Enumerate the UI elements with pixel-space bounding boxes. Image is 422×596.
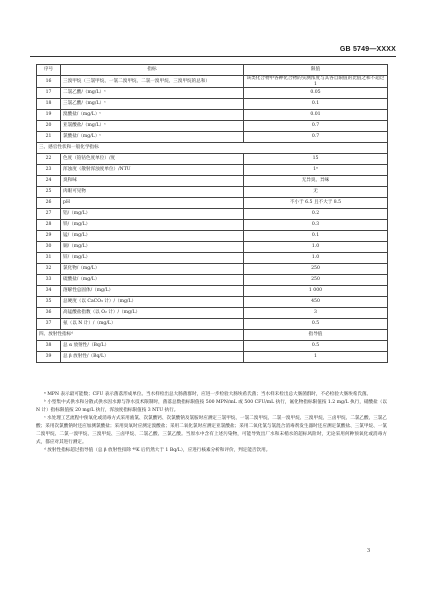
row-number: 19 — [37, 110, 61, 121]
row-number: 21 — [37, 132, 61, 143]
row-limit: 0.01 — [244, 110, 388, 121]
row-limit: 0.1 — [244, 231, 388, 242]
header-limit: 限值 — [244, 65, 388, 76]
row-number: 32 — [37, 264, 61, 275]
row-number: 27 — [37, 209, 61, 220]
row-item: 溴酸盐/（mg/L）ᶜ — [61, 110, 244, 121]
table-header-row — [37, 65, 388, 76]
row-number: 38 — [37, 341, 61, 352]
row-number: 28 — [37, 220, 61, 231]
row-number: 33 — [37, 275, 61, 286]
row-limit: 1.0 — [244, 242, 388, 253]
row-limit: 450 — [244, 297, 388, 308]
row-item: 色度（铂钴色度单位）/度 — [61, 154, 244, 165]
table-row — [37, 275, 388, 286]
row-number: 25 — [37, 187, 61, 198]
row-number: 20 — [37, 121, 61, 132]
table-row — [37, 88, 388, 99]
row-number: 22 — [37, 154, 61, 165]
section-row — [37, 143, 388, 154]
row-limit: 1 — [244, 352, 388, 363]
row-item: 总 α 放射性/（Bq/L） — [61, 341, 244, 352]
table-row — [37, 242, 388, 253]
row-limit: 无异臭、异味 — [244, 176, 388, 187]
row-item: 总 β 放射性/（Bq/L） — [61, 352, 244, 363]
row-number: 34 — [37, 286, 61, 297]
row-limit: 15 — [244, 154, 388, 165]
table-row — [37, 286, 388, 297]
table-row — [37, 308, 388, 319]
row-item: 锌/（mg/L） — [61, 253, 244, 264]
row-limit: 1.0 — [244, 253, 388, 264]
section-limit: 指导值 — [244, 330, 388, 341]
row-number: 29 — [37, 231, 61, 242]
row-item: 铝/（mg/L） — [61, 209, 244, 220]
row-item: 氯酸盐/（mg/L）ᶜ — [61, 132, 244, 143]
row-number: 36 — [37, 308, 61, 319]
header-item: 指标 — [61, 65, 244, 76]
row-item: 锰/（mg/L） — [61, 231, 244, 242]
section-row — [37, 330, 388, 341]
row-number: 26 — [37, 198, 61, 209]
table-notes — [36, 391, 387, 455]
footnote: ᵃ MPN 表示最可能数；CFU 表示菌落形成单位。当水样检出总大肠菌群时，应进一步检验大肠埃希氏菌；当水样未检出总大肠菌群时，不必检验大肠埃希氏菌。 — [44, 392, 372, 397]
row-limit: 250 — [244, 264, 388, 275]
row-item: 溶解性总固体/（mg/L） — [61, 286, 244, 297]
row-item: 亚氯酸盐/（mg/L）ᶜ — [61, 121, 244, 132]
row-limit: 250 — [244, 275, 388, 286]
row-item: 二氯乙酸/（mg/L）ᶜ — [61, 88, 244, 99]
row-number: 16 — [37, 76, 61, 88]
table-row — [37, 231, 388, 242]
table-row — [37, 352, 388, 363]
row-item: 高锰酸盐指数（以 O₂ 计）/（mg/L） — [61, 308, 244, 319]
table-row — [37, 297, 388, 308]
section-label: 四、放射性指标ᵈ — [37, 330, 244, 341]
row-item: 臭和味 — [61, 176, 244, 187]
footnote: ᵈ 放射性指标超过指导值（总 β 放射性扣除 ⁴⁰K 后仍然大于 1 Bq/L），应进行核素分析和评价，判定能否饮用。 — [44, 448, 271, 453]
table-row — [37, 154, 388, 165]
row-limit: 1 000 — [244, 286, 388, 297]
document-code: GB 5749—XXXX — [339, 46, 396, 53]
row-item: 铁/（mg/L） — [61, 220, 244, 231]
table-row — [37, 341, 388, 352]
row-limit: 不小于 6.5 且不大于 8.5 — [244, 198, 388, 209]
page-number: 3 — [367, 548, 370, 554]
row-number: 17 — [37, 88, 61, 99]
row-item: pH — [61, 198, 244, 209]
row-limit: 0.3 — [244, 220, 388, 231]
header-no: 序号 — [37, 65, 61, 76]
row-item: 硫酸盐/（mg/L） — [61, 275, 244, 286]
table-row — [37, 220, 388, 231]
indicator-table — [36, 64, 388, 363]
row-item: 浑浊度（散射浑浊度单位）/NTU — [61, 165, 244, 176]
row-limit: 0.7 — [244, 121, 388, 132]
row-limit: 0.7 — [244, 132, 388, 143]
row-item: 三氯乙酸/（mg/L）ᶜ — [61, 99, 244, 110]
row-number: 31 — [37, 253, 61, 264]
table-row — [37, 198, 388, 209]
table-row — [37, 165, 388, 176]
footnote: ᶜ 水处理工艺流程中预氧化或消毒方式采用液氯、次氯酸钙、次氯酸钠及氯胺时应测定三氯甲烷、一氯二溴甲烷、二氯一溴甲烷、三溴甲烷、三卤甲烷、二氯乙酸、三氯乙酸；采用次氯酸钠时还应加测氯酸盐；采用臭氧时应测定溴酸盐；采用二氧化氯时应测定亚氯酸盐；采用二氧化氯与氯混合消毒剂发生器时还应测定氯酸盐、三氯甲烷、一氯二溴甲烷、二氯一溴甲烷、三溴甲烷、三卤甲烷、二氯乙酸、三氯乙酸。当原水中含有上述污染物，可能导致出厂水和末梢水的超标风险时，无论采用何种预氧化或消毒方式，都应对其进行测定。 — [36, 416, 387, 445]
table-row — [37, 319, 388, 330]
row-limit: 1ᵃ — [244, 165, 388, 176]
table-row — [37, 76, 388, 88]
row-number: 30 — [37, 242, 61, 253]
row-item: 总硬度（以 CaCO₃ 计）/（mg/L） — [61, 297, 244, 308]
row-limit: 0.05 — [244, 88, 388, 99]
row-item: 三溴甲烷（三氯甲烷、一氯二溴甲烷、二氯一溴甲烷、三溴甲烷的总和） — [61, 76, 244, 88]
row-number: 23 — [37, 165, 61, 176]
row-limit: 0.5 — [244, 341, 388, 352]
row-number: 24 — [37, 176, 61, 187]
row-item: 肉眼可见物 — [61, 187, 244, 198]
table-row — [37, 132, 388, 143]
header-rule — [30, 56, 396, 57]
row-number: 39 — [37, 352, 61, 363]
section-label: 三、感官性状和一般化学指标 — [37, 143, 388, 154]
row-item: 铜/（mg/L） — [61, 242, 244, 253]
table-row — [37, 187, 388, 198]
row-number: 18 — [37, 99, 61, 110]
table-row — [37, 264, 388, 275]
row-limit: 0.2 — [244, 209, 388, 220]
row-item: 氯化物/（mg/L） — [61, 264, 244, 275]
row-limit: 无 — [244, 187, 388, 198]
row-item: 氨（以 N 计）/（mg/L） — [61, 319, 244, 330]
row-limit: 0.5 — [244, 319, 388, 330]
table-body — [37, 76, 388, 363]
table-row — [37, 253, 388, 264]
footnote: ᵇ 小型集中式供水和分散式供水因水源与净水技术限制时，菌落总数指标限值按 500 MPN/mL 或 500 CFU/mL 执行，氟化物指标限值按 1.2 mg/L 执行，硝酸盐（以 N 计）指标限值按 20 mg/L 执行，浑浊度指标限值按 3 NTU 执行。 — [36, 400, 387, 413]
row-number: 35 — [37, 297, 61, 308]
row-limit: 0.1 — [244, 99, 388, 110]
row-number: 37 — [37, 319, 61, 330]
table-row — [37, 176, 388, 187]
table-row — [37, 110, 388, 121]
row-limit: 该类化合物中各种化合物的实测浓度与其各自限值的比值之和不超过 1 — [244, 76, 388, 88]
table-row — [37, 99, 388, 110]
table-row — [37, 121, 388, 132]
row-limit: 3 — [244, 308, 388, 319]
table-row — [37, 209, 388, 220]
